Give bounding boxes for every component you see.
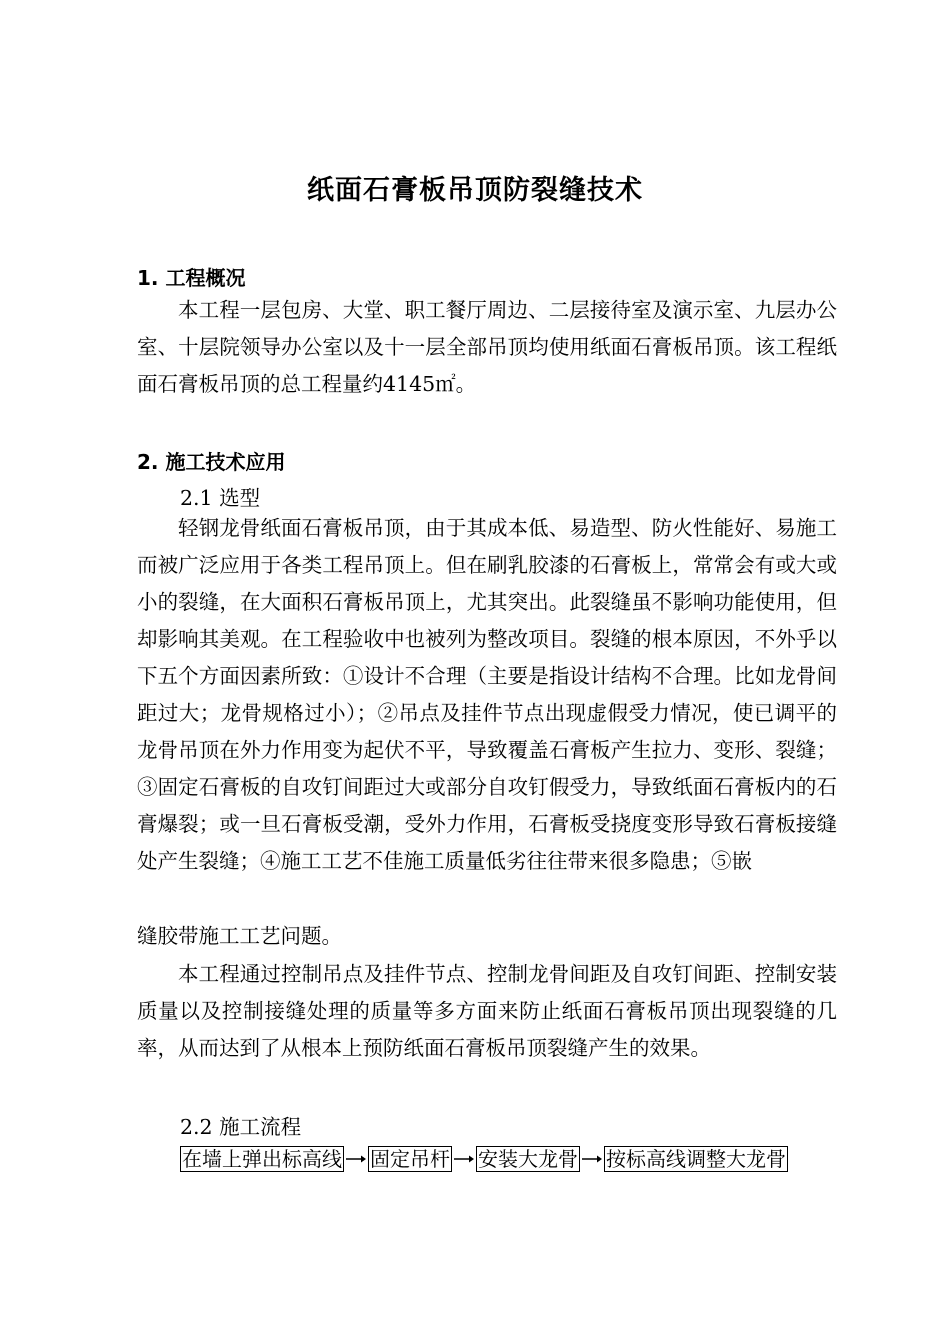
document-title: 纸面石膏板吊顶防裂缝技术 xyxy=(307,175,643,206)
process-flow xyxy=(180,1146,788,1172)
arrow-right-icon xyxy=(452,1147,476,1171)
flow-step-1: 在墙上弹出标高线 xyxy=(182,1147,342,1171)
arrow-right-icon xyxy=(580,1147,604,1171)
subsection-2-2-heading: 2.2 施工流程 xyxy=(180,1115,302,1139)
section-2-1-paragraph: 轻钢龙骨纸面石膏板吊顶，由于其成本低、易造型、防火性能好、易施工而被广泛应用于各类工程吊顶上。但在刷乳胶漆的石膏板上，常常会有或大或小的裂缝，在大面积石膏板吊顶上，尤其突出。此裂缝虽不影响功能使用，但却影响其美观。在工程验收中也被列为整改项目。裂缝的根本原因，不外乎以下五个方面因素所致：①设计不合理（主要是指设计结构不合理。比如龙骨间距过大；龙骨规格过小）；②吊点及挂件节点出现虚假受力情况，使已调平的龙骨吊顶在外力作用变为起伏不平，导致覆盖石膏板产生拉力、变形、裂缝；③固定石膏板的自攻钉间距过大或部分自攻钉假受力，导致纸面石膏板内的石膏爆裂；或一旦石膏板受潮，受外力作用，石膏板受挠度变形导致石膏板接缝处产生裂缝；④施工工艺不佳施工质量低劣往往带来很多隐患；⑤嵌 xyxy=(137,516,837,873)
flow-step-4: 按标高线调整大龙骨 xyxy=(606,1147,786,1171)
section-1-heading: 1. 工程概况 xyxy=(137,266,246,290)
subsection-2-1-heading: 2.1 选型 xyxy=(180,486,261,510)
section-2-1-paragraph-tail: 缝胶带施工工艺问题。 xyxy=(137,924,342,948)
section-2-heading: 2. 施工技术应用 xyxy=(137,450,286,474)
flow-step-3: 安装大龙骨 xyxy=(478,1147,578,1171)
section-2-1-paragraph-2: 本工程通过控制吊点及挂件节点、控制龙骨间距及自攻钉间距、控制安装质量以及控制接缝处理的质量等多方面来防止纸面石膏板吊顶出现裂缝的几率，从而达到了从根本上预防纸面石膏板吊顶裂缝产生的效果。 xyxy=(137,962,837,1060)
section-1-paragraph: 本工程一层包房、大堂、职工餐厅周边、二层接待室及演示室、九层办公室、十层院领导办公室以及十一层全部吊顶均使用纸面石膏板吊顶。该工程纸面石膏板吊顶的总工程量约4145㎡。 xyxy=(137,298,837,396)
flow-step-2: 固定吊杆 xyxy=(370,1147,450,1171)
arrow-right-icon xyxy=(344,1147,368,1171)
